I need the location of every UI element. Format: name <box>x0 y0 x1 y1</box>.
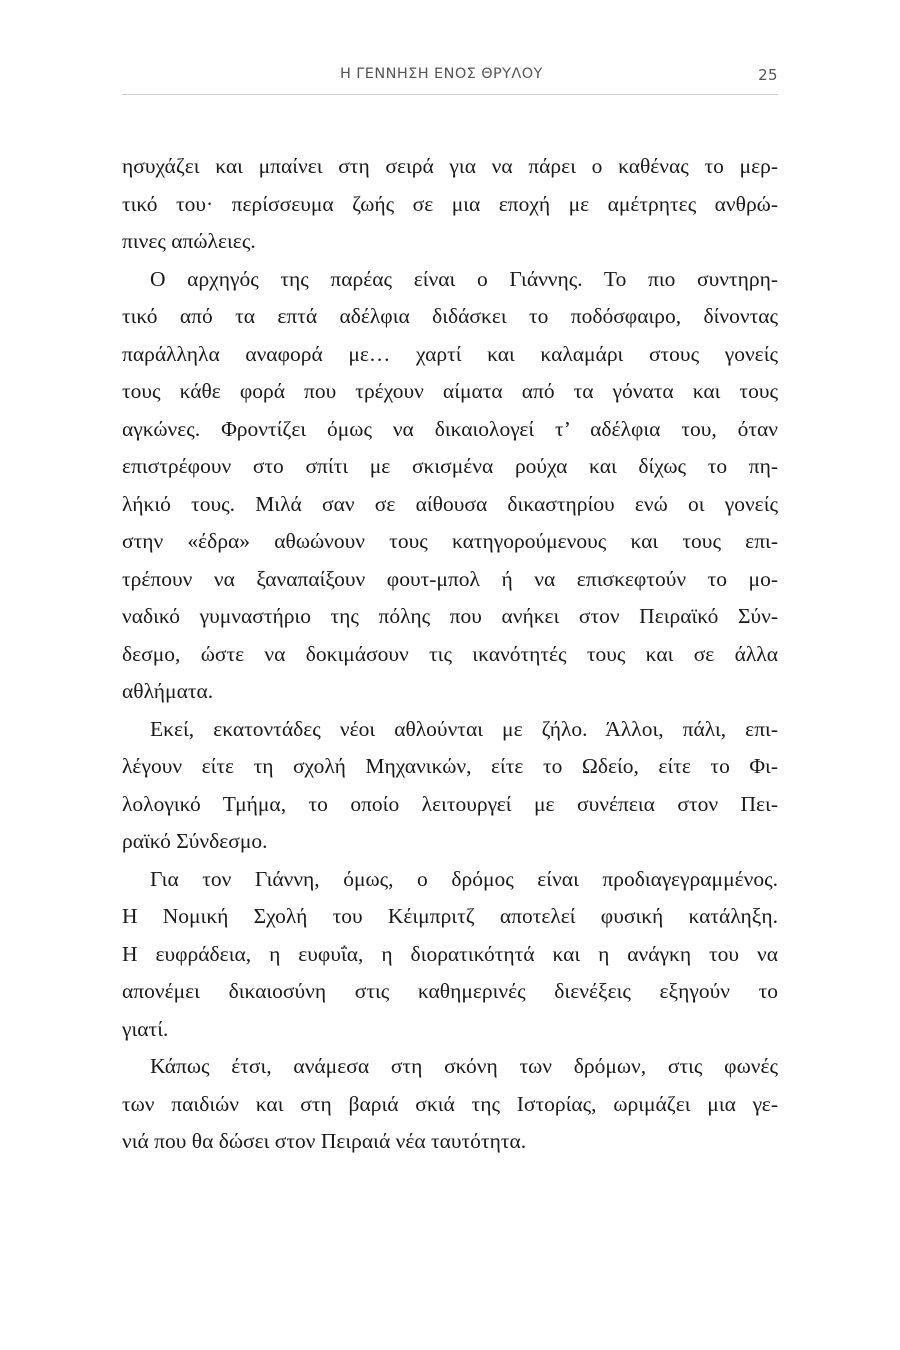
running-header <box>122 64 778 95</box>
text-line: στην «έδρα» αθωώνουν τους κατηγορούμενους και τους επι- <box>122 529 778 553</box>
text-line: αγκώνες. Φροντίζει όμως να δικαιολογεί τ’ αδέλφια του, όταν <box>122 416 778 441</box>
text-line: επιστρέφουν στο σπίτι με σκισμένα ρούχα και δίχως το πη- <box>122 454 778 478</box>
text-line: Για τον Γιάννη, όμως, ο δρόμος είναι προδιαγεγραμμένος. <box>150 866 778 891</box>
paragraph-1 <box>122 148 778 261</box>
text-line: τικό του· περίσσευμα ζωής σε μια εποχή με αμέτρητες ανθρώ- <box>122 191 778 216</box>
text-line: Η ευφράδεια, η ευφυΐα, η διορατικότητά και η ανάγκη του να <box>122 941 778 966</box>
text-line: των παιδιών και στη βαριά σκιά της Ιστορίας, ωριμάζει μια γε- <box>122 1091 778 1116</box>
text-line: λολογικό Τμήμα, το οποίο λειτουργεί με συνέπεια στον Πει- <box>122 791 778 816</box>
text-line: γιατί. <box>122 1016 169 1041</box>
text-line: Εκεί, εκατοντάδες νέοι αθλούνται με ζήλο. Άλλοι, πάλι, επι- <box>150 716 778 741</box>
paragraph-5 <box>122 1048 778 1161</box>
text-line: τικό από τα επτά αδέλφια διδάσκει το ποδόσφαιρο, δίνοντας <box>122 304 778 328</box>
text-line: λέγουν είτε τη σχολή Μηχανικών, είτε το Ωδείο, είτε το Φι- <box>122 754 778 778</box>
text-line: Η Νομική Σχολή του Κέιμπριτζ αποτελεί φυσική κατάληξη. <box>122 904 778 928</box>
running-title: Η ΓΕΝΝΗΣΗ ΕΝΟΣ ΘΡΥΛΟΥ <box>340 66 543 82</box>
text-line: ναδικό γυμναστήριο της πόλης που ανήκει στον Πειραϊκό Σύν- <box>122 604 778 628</box>
paragraph-2 <box>122 261 778 711</box>
text-line: απονέμει δικαιοσύνη στις καθημερινές διενέξεις εξηγούν το <box>122 979 778 1003</box>
text-line: Ο αρχηγός της παρέας είναι ο Γιάννης. Το πιο συντηρη- <box>150 266 778 291</box>
text-line: Κάπως έτσι, ανάμεσα στη σκόνη των δρόμων, στις φωνές <box>150 1054 778 1078</box>
text-line: νιά που θα δώσει στον Πειραιά νέα ταυτότητα. <box>122 1129 527 1153</box>
text-line: λήκιό τους. Μιλά σαν σε αίθουσα δικαστηρίου ενώ οι γονείς <box>122 491 778 516</box>
text-line: ραϊκό Σύνδεσμο. <box>122 829 268 853</box>
text-line: τους κάθε φορά που τρέχουν αίματα από τα γόνατα και τους <box>122 379 778 403</box>
text-line: τρέπουν να ξαναπαίξουν φουτ-μπολ ή να επισκεφτούν το μο- <box>122 566 778 591</box>
page-number: 25 <box>758 66 778 84</box>
text-line: παράλληλα αναφορά με… χαρτί και καλαμάρι στους γονείς <box>122 341 778 366</box>
body-text <box>122 148 778 1161</box>
paragraph-3 <box>122 711 778 861</box>
text-line: δεσμο, ώστε να δοκιμάσουν τις ικανότητές τους και σε άλλα <box>122 641 778 666</box>
text-line: αθλήματα. <box>122 679 214 703</box>
text-line: ησυχάζει και μπαίνει στη σειρά για να πάρει ο καθένας το μερ- <box>122 154 778 178</box>
paragraph-4 <box>122 861 778 1049</box>
text-line: πινες απώλειες. <box>122 229 256 253</box>
